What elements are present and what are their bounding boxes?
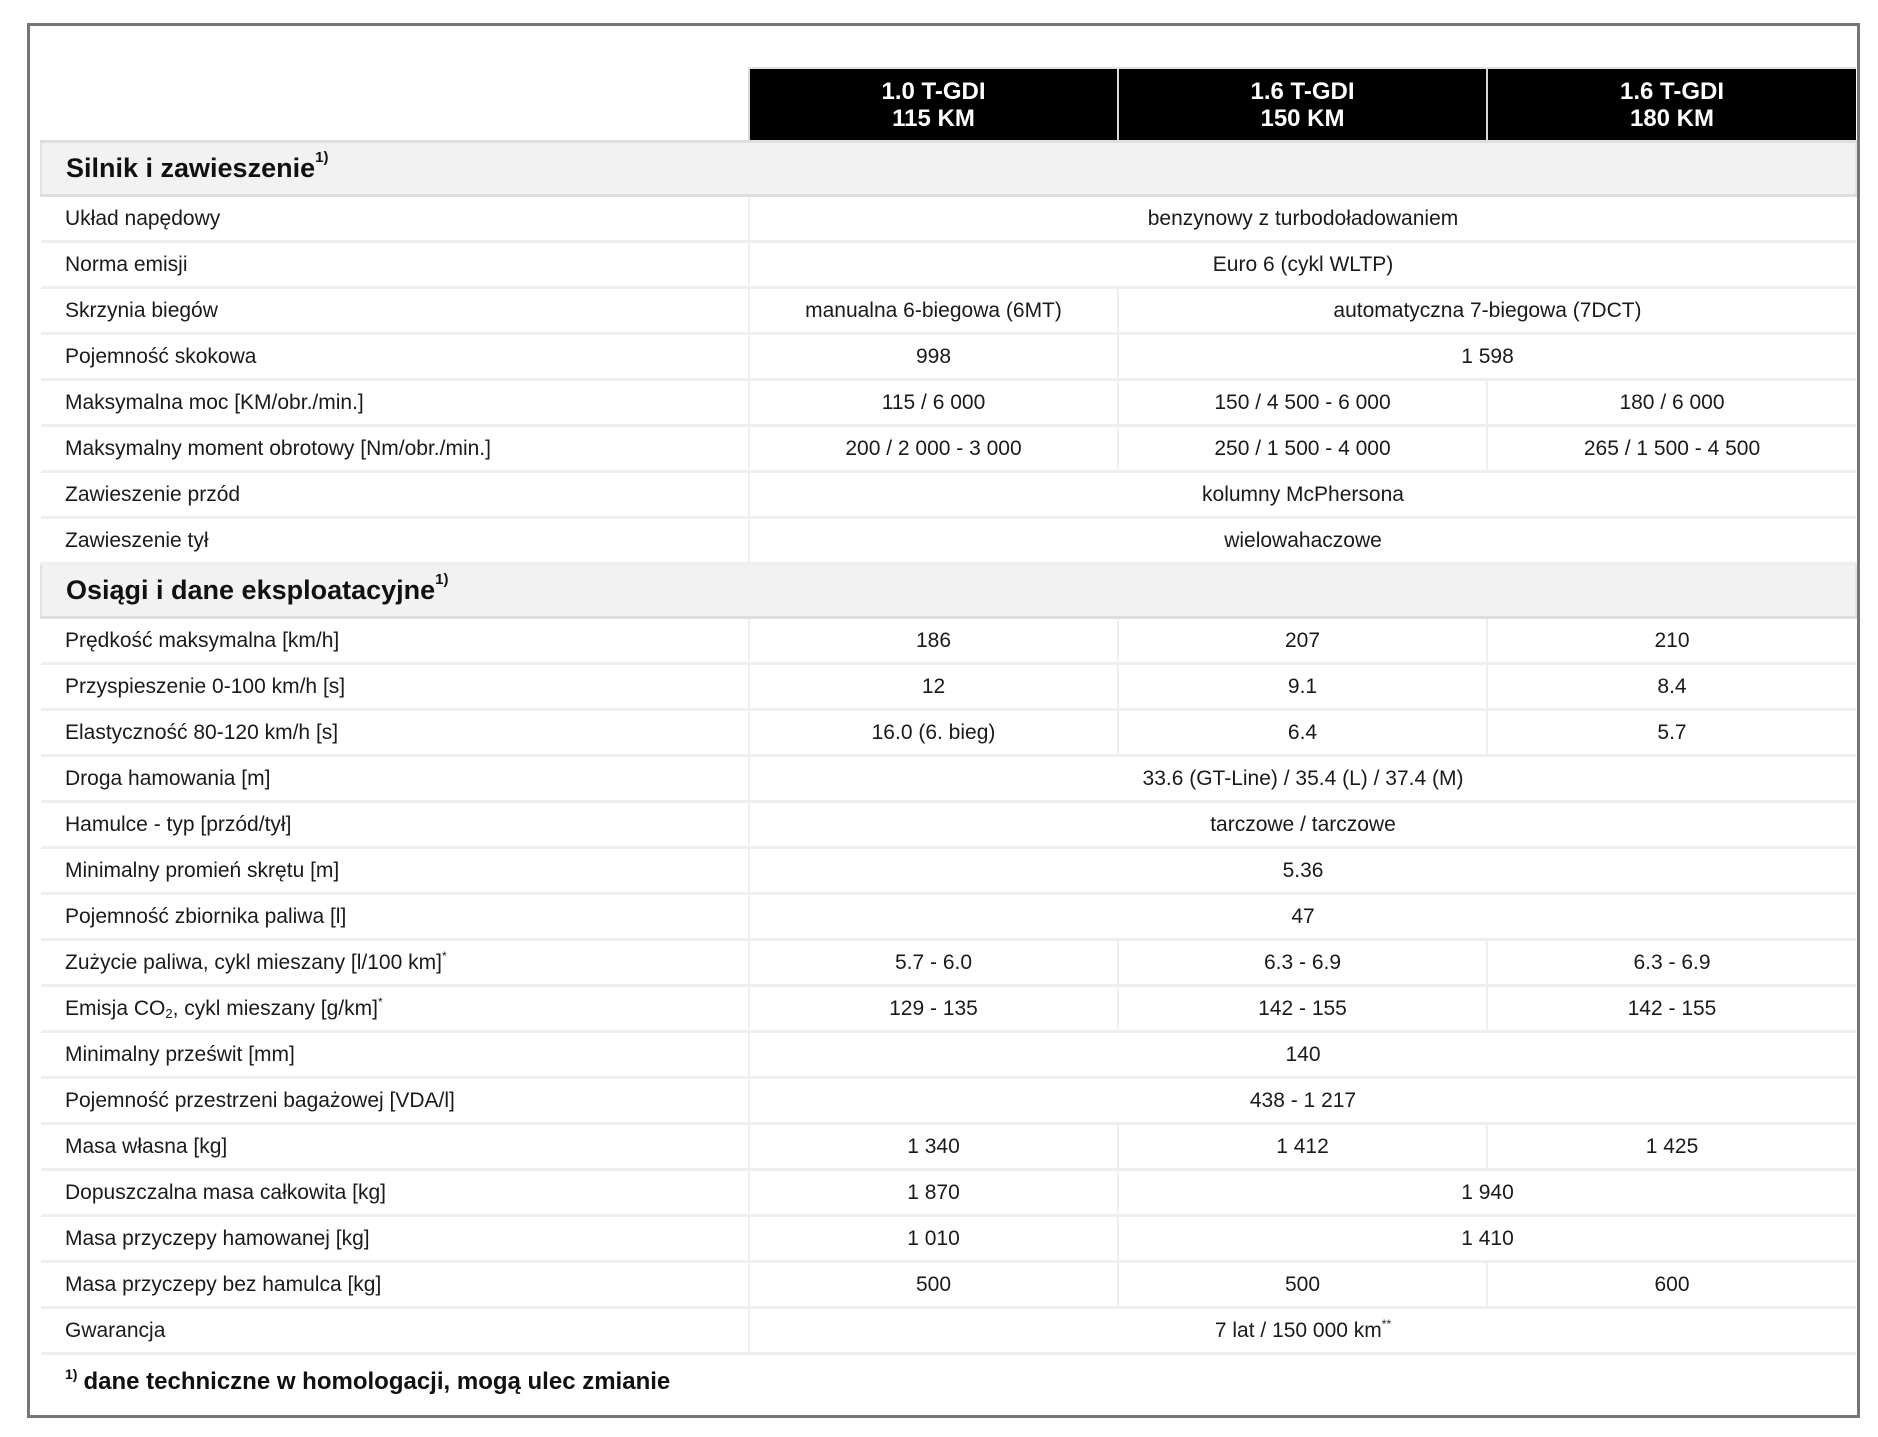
spec-label — [41, 196, 749, 242]
spec-row — [41, 664, 1856, 710]
spec-value — [1118, 664, 1487, 710]
spec-sheet-frame — [27, 23, 1860, 1418]
spec-value-text: 500 — [915, 1272, 952, 1296]
spec-label — [41, 426, 749, 472]
asterisk-marker: ** — [1381, 1316, 1392, 1331]
spec-value — [1118, 288, 1856, 334]
footnote-marker: 1) — [435, 571, 449, 588]
spec-value-text: 1 340 — [907, 1134, 960, 1158]
spec-label-text: Prędkość maksymalna [km/h] — [65, 628, 340, 652]
spec-value — [1487, 664, 1856, 710]
spec-value — [1487, 986, 1856, 1032]
spec-value-text: 5.36 — [1282, 858, 1324, 882]
asterisk-marker: * — [441, 948, 447, 963]
spec-value — [1487, 710, 1856, 756]
engine-name: 1.0 T-GDI — [881, 77, 986, 105]
spec-value — [1118, 940, 1487, 986]
spec-value-text: 115 / 6 000 — [881, 390, 986, 414]
spec-value-text: 200 / 2 000 - 3 000 — [845, 436, 1022, 460]
engine-power: 150 KM — [1260, 104, 1345, 132]
spec-value — [749, 802, 1856, 848]
spec-row — [41, 380, 1856, 426]
spec-label-text-cont: , cykl mieszany [g/km] — [172, 996, 378, 1020]
spec-value — [1118, 1170, 1856, 1216]
spec-row — [41, 1078, 1856, 1124]
spec-value-text: manualna 6-biegowa (6MT) — [805, 298, 1062, 322]
spec-value-text: 47 — [1291, 904, 1315, 928]
footnote — [41, 1354, 1856, 1404]
spec-value-text: 129 - 135 — [889, 996, 978, 1020]
section-title — [41, 142, 1856, 196]
spec-row — [41, 802, 1856, 848]
section-header-row — [41, 564, 1856, 618]
spec-value-text: 1 410 — [1461, 1226, 1514, 1250]
spec-value-text: 186 — [915, 628, 952, 652]
spec-value — [1118, 986, 1487, 1032]
spec-value-text: 6.3 - 6.9 — [1633, 950, 1711, 974]
spec-value — [749, 986, 1118, 1032]
spec-row — [41, 426, 1856, 472]
section-title-text: Silnik i zawieszenie — [66, 153, 316, 183]
spec-label — [41, 664, 749, 710]
spec-value-text: 250 / 1 500 - 4 000 — [1214, 436, 1391, 460]
spec-value-text: 1 412 — [1276, 1134, 1329, 1158]
spec-row — [41, 1216, 1856, 1262]
spec-value — [749, 664, 1118, 710]
spec-value-text: automatyczna 7-biegowa (7DCT) — [1333, 298, 1642, 322]
spec-value — [1487, 426, 1856, 472]
spec-label — [41, 940, 749, 986]
spec-label-text: Masa własna [kg] — [65, 1134, 228, 1158]
spec-value — [749, 518, 1856, 564]
spec-label-text: Masa przyczepy hamowanej [kg] — [65, 1226, 370, 1250]
spec-value — [749, 1078, 1856, 1124]
spec-label — [41, 518, 749, 564]
spec-value-text: 150 / 4 500 - 6 000 — [1214, 390, 1391, 414]
spec-value — [749, 1262, 1118, 1308]
spec-value — [749, 1170, 1118, 1216]
spec-row — [41, 1032, 1856, 1078]
spec-value-text: 8.4 — [1657, 674, 1687, 698]
spec-label-text: Układ napędowy — [65, 206, 221, 230]
spec-value — [1118, 1124, 1487, 1170]
spec-row — [41, 756, 1856, 802]
spec-row — [41, 1262, 1856, 1308]
engine-name: 1.6 T-GDI — [1250, 77, 1355, 105]
spec-row — [41, 940, 1856, 986]
spec-label — [41, 472, 749, 518]
spec-value-text: 140 — [1285, 1042, 1321, 1066]
spec-label — [41, 710, 749, 756]
spec-value-text: benzynowy z turbodoładowaniem — [1147, 206, 1459, 230]
spec-value-text: 180 / 6 000 — [1619, 390, 1725, 414]
spec-row — [41, 986, 1856, 1032]
spec-label — [41, 1308, 749, 1354]
spec-row — [41, 518, 1856, 564]
spec-label-text: Pojemność przestrzeni bagażowej [VDA/l] — [65, 1088, 455, 1112]
spec-label — [41, 802, 749, 848]
spec-label — [41, 1216, 749, 1262]
spec-label-text: Minimalny promień skrętu [m] — [65, 858, 340, 882]
spec-value — [749, 472, 1856, 518]
spec-value — [1487, 618, 1856, 664]
spec-label-text: Minimalny prześwit [mm] — [65, 1042, 295, 1066]
engine-name: 1.6 T-GDI — [1619, 77, 1725, 105]
spec-value-text: 6.4 — [1287, 720, 1318, 744]
footnote-row — [41, 1354, 1856, 1404]
spec-label-subscript: 2 — [165, 1005, 173, 1021]
spec-label — [41, 1170, 749, 1216]
spec-value — [1487, 1124, 1856, 1170]
spec-value — [1487, 940, 1856, 986]
spec-value-text: Euro 6 (cykl WLTP) — [1212, 252, 1394, 276]
section-header-row — [41, 142, 1856, 196]
spec-label — [41, 1262, 749, 1308]
spec-label-text: Przyspieszenie 0-100 km/h [s] — [65, 674, 346, 698]
spec-value — [749, 1216, 1118, 1262]
specification-table — [40, 67, 1857, 1403]
spec-value — [749, 426, 1118, 472]
spec-value-text: 265 / 1 500 - 4 500 — [1583, 436, 1761, 460]
spec-row — [41, 1170, 1856, 1216]
spec-label-text: Pojemność skokowa — [65, 344, 257, 368]
spec-label-text: Maksymalny moment obrotowy [Nm/obr./min.] — [65, 436, 491, 460]
spec-label-text: Hamulce - typ [przód/tył] — [65, 812, 292, 836]
spec-row — [41, 710, 1856, 756]
spec-value-text: 207 — [1284, 628, 1321, 652]
spec-value-text: 6.3 - 6.9 — [1263, 950, 1342, 974]
asterisk-marker: * — [377, 994, 383, 1009]
spec-value-text: 210 — [1654, 628, 1690, 652]
spec-value-text: 1 010 — [907, 1226, 960, 1250]
spec-row — [41, 242, 1856, 288]
spec-value-text: 142 - 155 — [1627, 996, 1717, 1020]
spec-label-text: Zawieszenie tył — [65, 528, 209, 552]
column-header-engine-1 — [749, 68, 1118, 142]
spec-label-text: Maksymalna moc [KM/obr./min.] — [65, 390, 364, 414]
spec-row — [41, 894, 1856, 940]
spec-value — [749, 1032, 1856, 1078]
column-header-row — [41, 68, 1856, 142]
spec-label — [41, 1078, 749, 1124]
spec-value-text: 1 870 — [907, 1180, 960, 1204]
spec-label — [41, 242, 749, 288]
spec-value-text: tarczowe / tarczowe — [1210, 812, 1396, 836]
spec-value-text: 600 — [1654, 1272, 1690, 1296]
spec-row — [41, 618, 1856, 664]
spec-value — [749, 1308, 1856, 1354]
spec-label — [41, 894, 749, 940]
spec-value-text: 1 940 — [1461, 1180, 1514, 1204]
spec-label — [41, 334, 749, 380]
spec-value — [1118, 380, 1487, 426]
footnote-marker: 1) — [315, 149, 329, 166]
spec-row — [41, 848, 1856, 894]
spec-value — [1487, 1262, 1856, 1308]
spec-row — [41, 1124, 1856, 1170]
spec-value — [749, 848, 1856, 894]
spec-label — [41, 1124, 749, 1170]
header-blank-cell — [41, 68, 749, 142]
spec-label-text: Gwarancja — [65, 1318, 166, 1342]
spec-label — [41, 848, 749, 894]
spec-value — [749, 334, 1118, 380]
spec-value-text: wielowahaczowe — [1224, 528, 1382, 552]
spec-value — [1118, 1262, 1487, 1308]
spec-value — [749, 196, 1856, 242]
spec-row — [41, 1308, 1856, 1354]
spec-row — [41, 288, 1856, 334]
spec-value-text: 998 — [915, 344, 952, 368]
spec-value-text: 1 598 — [1461, 344, 1514, 368]
spec-value — [1487, 380, 1856, 426]
column-header-engine-2 — [1118, 68, 1487, 142]
spec-label-text: Elastyczność 80-120 km/h [s] — [65, 720, 339, 744]
spec-label — [41, 986, 749, 1032]
spec-row — [41, 472, 1856, 518]
spec-value — [749, 288, 1118, 334]
spec-label-text: Zużycie paliwa, cykl mieszany [l/100 km] — [65, 950, 442, 974]
column-header-engine-3 — [1487, 68, 1856, 142]
spec-label-text: Emisja CO — [65, 996, 166, 1020]
spec-value — [749, 380, 1118, 426]
spec-value-text: 9.1 — [1287, 674, 1318, 698]
spec-value — [749, 242, 1856, 288]
spec-value — [749, 710, 1118, 756]
spec-value — [749, 940, 1118, 986]
spec-label-text: Zawieszenie przód — [65, 482, 241, 506]
spec-value-text: 16.0 (6. bieg) — [871, 720, 996, 744]
spec-value — [749, 894, 1856, 940]
section-title — [41, 564, 1856, 618]
footnote-text: dane techniczne w homologacji, mogą ulec zmianie — [83, 1368, 671, 1395]
spec-value — [1118, 334, 1856, 380]
spec-label — [41, 618, 749, 664]
spec-value-text: 33.6 (GT-Line) / 35.4 (L) / 37.4 (M) — [1142, 766, 1464, 790]
spec-value-text: kolumny McPhersona — [1202, 482, 1404, 506]
spec-value-text: 5.7 — [1657, 720, 1687, 744]
spec-value-text: 500 — [1284, 1272, 1321, 1296]
spec-value-text: 1 425 — [1645, 1134, 1699, 1158]
spec-value — [749, 618, 1118, 664]
spec-value — [1118, 426, 1487, 472]
spec-label-text: Dopuszczalna masa całkowita [kg] — [65, 1180, 386, 1204]
spec-label-text: Pojemność zbiornika paliwa [l] — [65, 904, 347, 928]
spec-value — [749, 1124, 1118, 1170]
spec-label-text: Skrzynia biegów — [65, 298, 218, 322]
engine-power: 180 KM — [1629, 104, 1715, 132]
spec-label — [41, 756, 749, 802]
spec-value-text: 5.7 - 6.0 — [894, 950, 973, 974]
spec-label — [41, 1032, 749, 1078]
spec-value-text: 12 — [921, 674, 946, 698]
spec-value-text: 438 - 1 217 — [1249, 1088, 1357, 1112]
spec-row — [41, 334, 1856, 380]
spec-label — [41, 288, 749, 334]
section-title-text: Osiągi i dane eksploatacyjne — [66, 575, 436, 605]
spec-value — [1118, 710, 1487, 756]
footnote-marker: 1) — [65, 1366, 78, 1382]
spec-label-text: Norma emisji — [65, 252, 188, 276]
spec-value-text: 7 lat / 150 000 km — [1214, 1318, 1382, 1342]
spec-value-text: 142 - 155 — [1258, 996, 1347, 1020]
spec-value — [749, 756, 1856, 802]
engine-power: 115 KM — [892, 104, 975, 132]
spec-label-text: Droga hamowania [m] — [65, 766, 271, 790]
spec-row — [41, 196, 1856, 242]
spec-label — [41, 380, 749, 426]
spec-value — [1118, 618, 1487, 664]
spec-label-text: Masa przyczepy bez hamulca [kg] — [65, 1272, 382, 1296]
spec-value — [1118, 1216, 1856, 1262]
